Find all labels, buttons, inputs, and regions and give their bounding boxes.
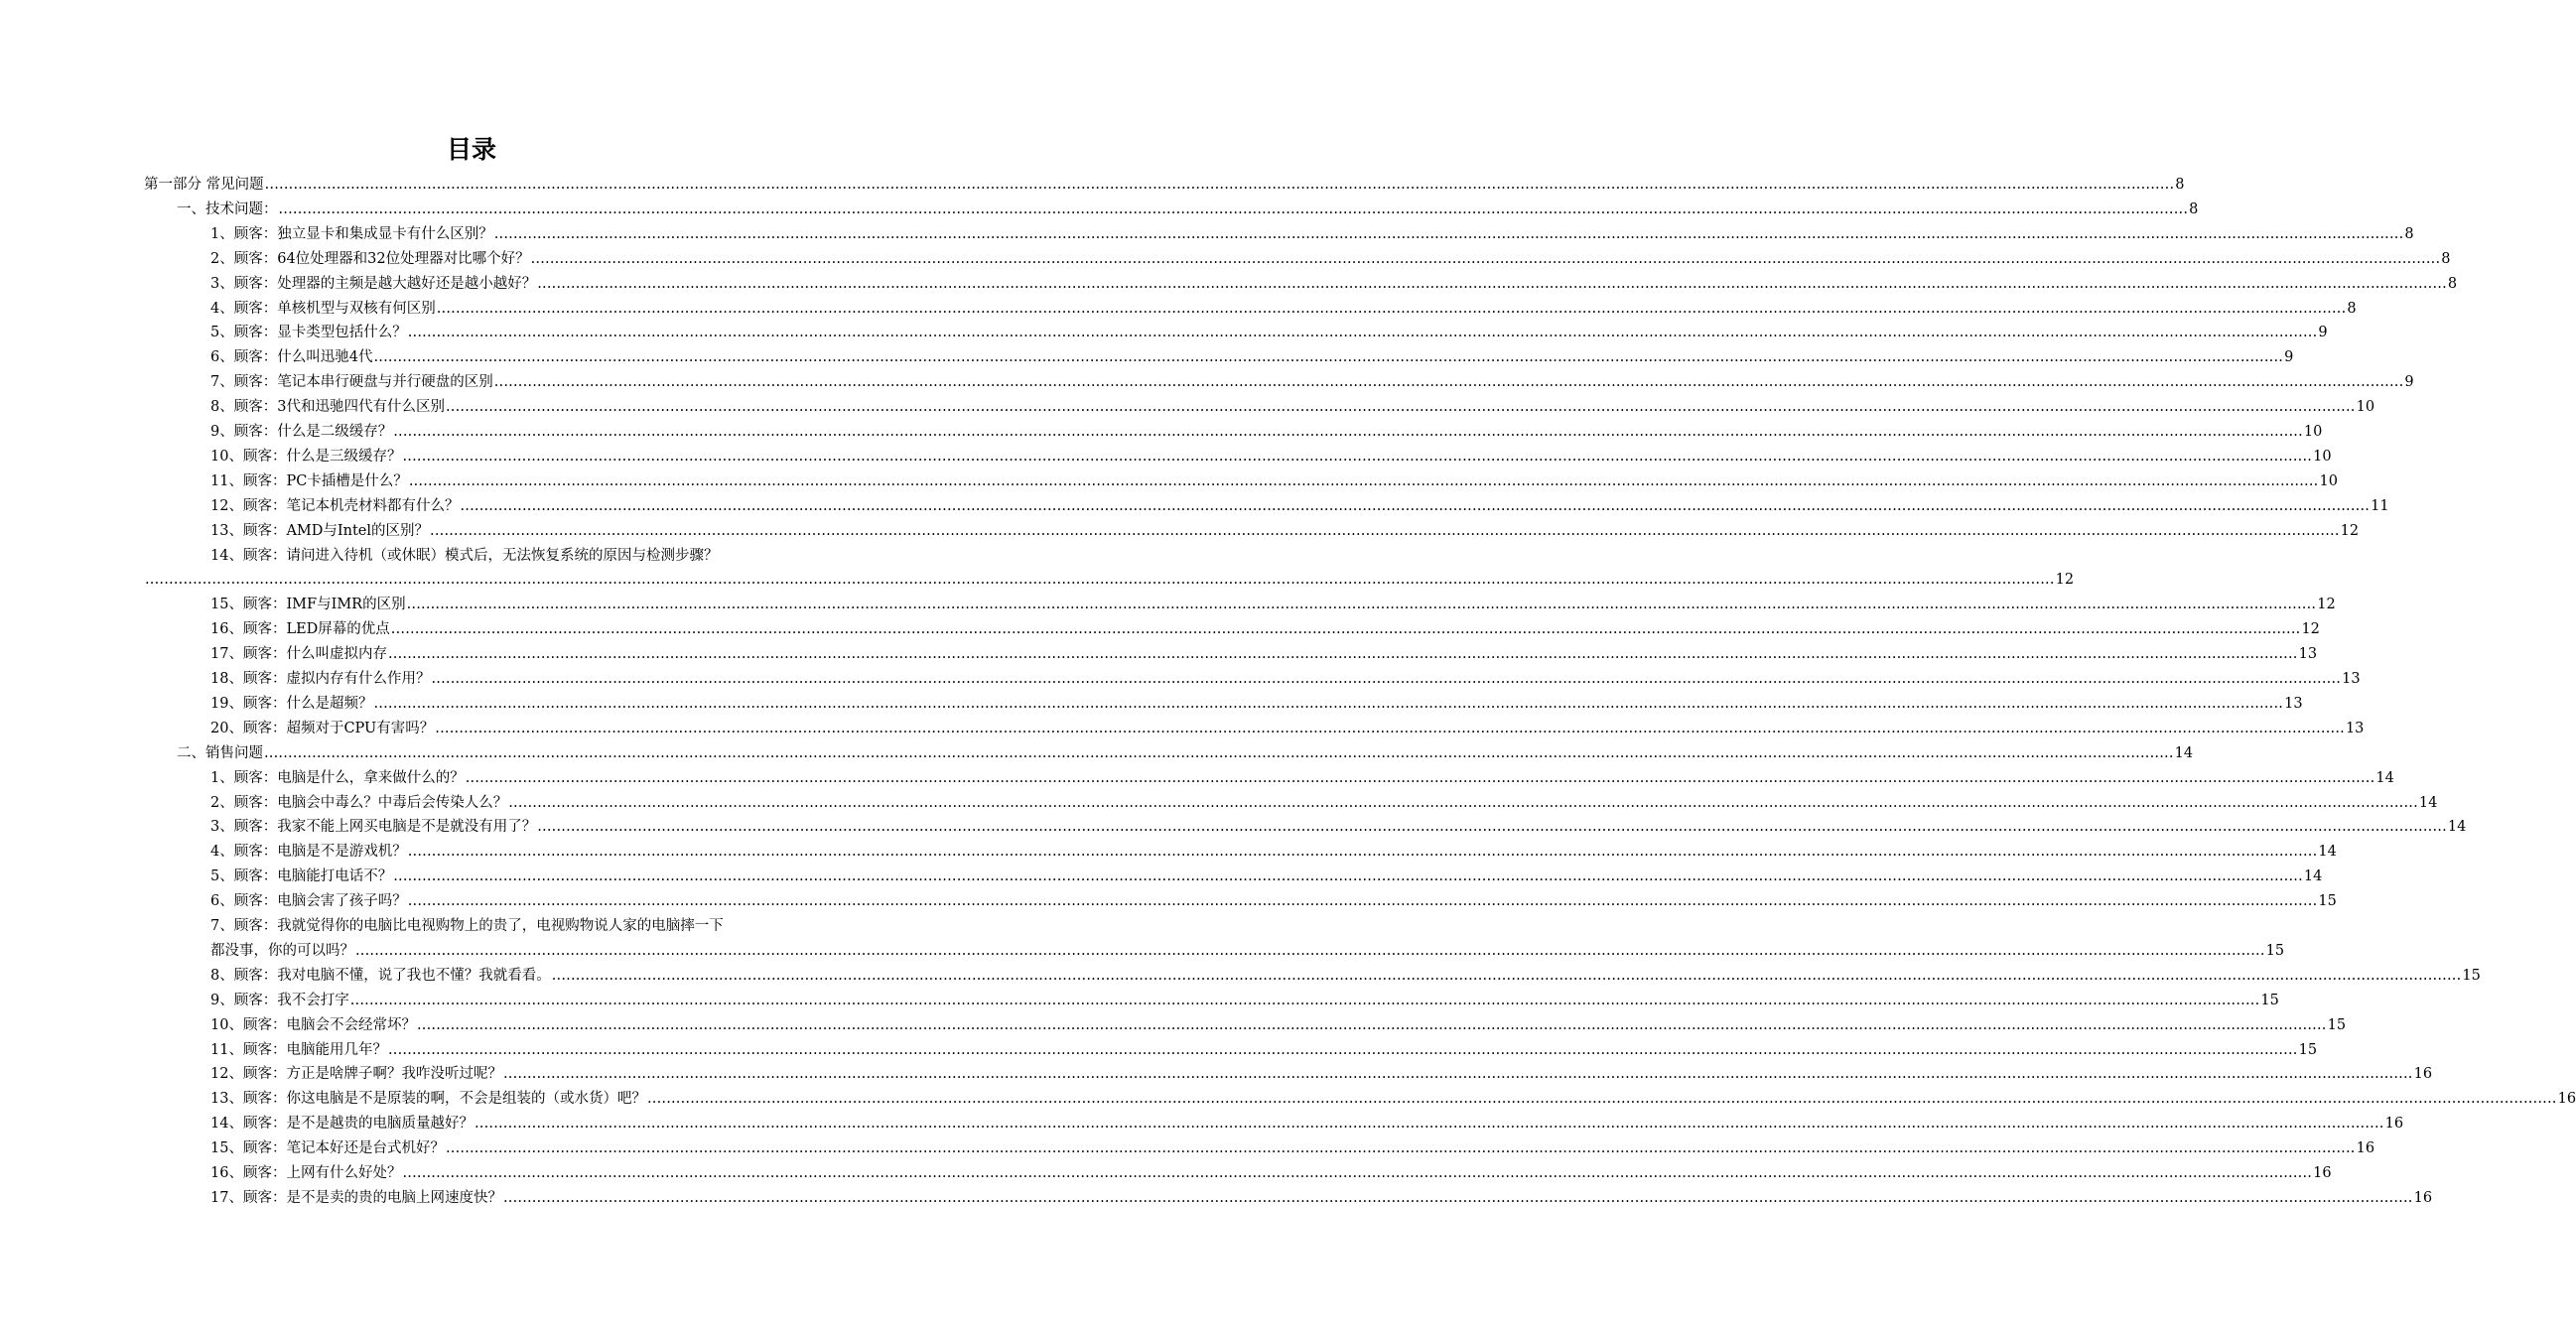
toc-page-number: 13: [2284, 695, 2303, 712]
toc-leader-dots: ................................................................................................................................................................................................................................................................................................................................................................................................................: [537, 819, 2447, 836]
toc-entry[interactable]: [210, 223, 2414, 245]
toc-leader-dots: ................................................................................................................................................................................................................................................................................................................................................................................................................: [373, 349, 2284, 366]
toc-entry-text: 9、顾客：什么是二级缓存？: [210, 424, 393, 440]
toc-entry[interactable]: [210, 940, 2285, 962]
toc-leader-dots: ................................................................................................................................................................................................................................................................................................................................................................................................................: [508, 794, 2418, 811]
toc-page-number: 15: [2298, 1041, 2318, 1058]
toc-entry[interactable]: [210, 594, 2336, 615]
toc-entry[interactable]: [177, 199, 2199, 220]
toc-page-number: 15: [2318, 893, 2337, 910]
toc-leader-dots: ................................................................................................................................................................................................................................................................................................................................................................................................................: [145, 572, 2055, 589]
toc-entry[interactable]: [210, 965, 2481, 987]
toc-entry-text: 12、顾客：方正是啥牌子啊？我咋没听过呢？: [210, 1066, 502, 1083]
toc-entry-text: 10、顾客：电脑会不会经常坏？: [210, 1016, 416, 1033]
toc-entry-text: 10、顾客：什么是三级缓存？: [210, 448, 402, 465]
toc-entry-text: 5、顾客：电脑能打电话不？: [210, 868, 393, 885]
toc-entry-text: 1、顾客：电脑是什么，拿来做什么的？: [210, 769, 465, 786]
toc-entry[interactable]: [210, 866, 2323, 887]
toc-entry-text: 3、顾客：处理器的主频是越大越好还是越小越好？: [210, 275, 537, 292]
toc-entry[interactable]: [210, 1088, 2576, 1110]
toc-page-number: 14: [2418, 794, 2438, 811]
toc-entry-text: 6、顾客：什么叫迅驰4代: [210, 349, 373, 366]
toc-entry[interactable]: [210, 693, 2303, 715]
toc-entry-text: 20、顾客：超频对于CPU有害吗？: [210, 720, 435, 736]
toc-leader-dots: ................................................................................................................................................................................................................................................................................................................................................................................................................: [430, 522, 2340, 539]
toc-page-number: 8: [2441, 250, 2451, 267]
toc-leader-dots: ................................................................................................................................................................................................................................................................................................................................................................................................................: [445, 399, 2356, 416]
toc-entry-text: 7、顾客：笔记本串行硬盘与并行硬盘的区别: [210, 374, 493, 391]
toc-entry-text: 11、顾客：电脑能用几年？: [210, 1041, 387, 1058]
toc-leader-dots: ................................................................................................................................................................................................................................................................................................................................................................................................................: [387, 1041, 2298, 1058]
toc-page-number: 14: [2318, 844, 2337, 861]
toc-entry[interactable]: [210, 520, 2360, 542]
toc-entry-text: 14、顾客：是不是越贵的电脑质量越好？: [210, 1116, 474, 1133]
toc-page-number: 14: [2174, 744, 2194, 761]
toc-entry[interactable]: [210, 1113, 2404, 1134]
toc-entry-text: 4、顾客：电脑是不是游戏机？: [210, 844, 407, 861]
toc-entry-text: 8、顾客：3代和迅驰四代有什么区别: [210, 399, 445, 416]
toc-leader-dots: ................................................................................................................................................................................................................................................................................................................................................................................................................: [530, 250, 2441, 267]
toc-leader-dots: ................................................................................................................................................................................................................................................................................................................................................................................................................: [436, 300, 2347, 317]
toc-entry-text: 6、顾客：电脑会害了孩子吗？: [210, 893, 407, 910]
toc-leader-dots: ................................................................................................................................................................................................................................................................................................................................................................................................................: [387, 646, 2298, 663]
toc-entry[interactable]: [210, 618, 2320, 640]
toc-entry[interactable]: [210, 1137, 2375, 1159]
toc-leader-dots: ................................................................................................................................................................................................................................................................................................................................................................................................................: [537, 275, 2447, 292]
toc-entry-text: 15、顾客：IMF与IMR的区别: [210, 597, 406, 613]
toc-entry[interactable]: [210, 1014, 2347, 1036]
toc-leader-dots: ................................................................................................................................................................................................................................................................................................................................................................................................................: [349, 992, 2260, 1008]
toc-entry-text: 1、顾客：独立显卡和集成显卡有什么区别？: [210, 225, 493, 242]
toc-page-number: 15: [2260, 992, 2279, 1008]
toc-leader-dots: ................................................................................................................................................................................................................................................................................................................................................................................................................: [408, 472, 2319, 489]
toc-entry-text: 3、顾客：我家不能上网买电脑是不是就没有用了？: [210, 819, 537, 836]
toc-entry-text: 17、顾客：什么叫虚拟内存: [210, 646, 387, 663]
toc-entry[interactable]: [210, 1063, 2433, 1085]
toc-entry-text: 4、顾客：单核机型与双核有何区别: [210, 300, 436, 317]
toc-entry[interactable]: [210, 248, 2451, 270]
toc-page-number: 12: [2055, 572, 2075, 589]
toc-page-number: 8: [2175, 177, 2185, 193]
toc-leader-dots: ................................................................................................................................................................................................................................................................................................................................................................................................................: [551, 967, 2462, 984]
toc-entry-text: 18、顾客：虚拟内存有什么作用？: [210, 671, 431, 687]
toc-page-number: 15: [2327, 1016, 2347, 1033]
toc-entry-text: 13、顾客：AMD与Intel的区别？: [210, 522, 430, 539]
toc-entry[interactable]: [210, 371, 2414, 393]
toc-entry-text: 2、顾客：64位处理器和32位处理器对比哪个好？: [210, 250, 530, 267]
toc-entry-text: 12、顾客：笔记本机壳材料都有什么？: [210, 497, 460, 514]
toc-leader-dots: ................................................................................................................................................................................................................................................................................................................................................................................................................: [416, 1016, 2327, 1033]
toc-leader-dots: ................................................................................................................................................................................................................................................................................................................................................................................................................: [474, 1116, 2384, 1133]
toc-page-number: 12: [2340, 522, 2360, 539]
toc-page-number: 13: [2298, 646, 2318, 663]
toc-entry[interactable]: [210, 990, 2279, 1011]
toc-leader-dots: ................................................................................................................................................................................................................................................................................................................................................................................................................: [435, 720, 2345, 736]
toc-entry[interactable]: [210, 298, 2357, 320]
toc-leader-dots: ................................................................................................................................................................................................................................................................................................................................................................................................................: [502, 1189, 2413, 1206]
toc-leader-dots: ................................................................................................................................................................................................................................................................................................................................................................................................................: [355, 942, 2265, 959]
toc-page-number: 9: [2318, 325, 2328, 341]
toc-entry-text: 11、顾客：PC卡插槽是什么？: [210, 472, 408, 489]
toc-entry-text: 9、顾客：我不会打字: [210, 992, 349, 1008]
toc-entry[interactable]: [210, 446, 2332, 467]
toc-entry[interactable]: [210, 1187, 2433, 1209]
toc-entry-text: 15、顾客：笔记本好还是台式机好？: [210, 1140, 445, 1157]
toc-page-number: 16: [2413, 1066, 2433, 1083]
toc-page-number: 8: [2189, 200, 2199, 217]
toc-entry[interactable]: [210, 470, 2338, 492]
toc-leader-dots: ................................................................................................................................................................................................................................................................................................................................................................................................................: [493, 225, 2404, 242]
toc-page-number: 14: [2375, 769, 2394, 786]
toc-leader-dots: ................................................................................................................................................................................................................................................................................................................................................................................................................: [264, 177, 2175, 193]
toc-leader-dots: ................................................................................................................................................................................................................................................................................................................................................................................................................: [407, 844, 2318, 861]
toc-entry[interactable]: [210, 643, 2318, 665]
toc-entry-text: 13、顾客：你这电脑是不是原装的啊，不会是组装的（或水货）吧？: [210, 1091, 646, 1108]
toc-page-number: 10: [2319, 472, 2338, 489]
toc-leader-dots: ................................................................................................................................................................................................................................................................................................................................................................................................................: [431, 671, 2342, 687]
toc-leader-dots: ................................................................................................................................................................................................................................................................................................................................................................................................................: [390, 621, 2301, 638]
toc-page-number: 10: [2313, 448, 2332, 465]
toc-entry-text: 一、技术问题：: [177, 200, 278, 217]
toc-page-number: 9: [2284, 349, 2294, 366]
toc-leader-dots: ................................................................................................................................................................................................................................................................................................................................................................................................................: [502, 1066, 2413, 1083]
toc-entry[interactable]: [210, 1162, 2332, 1184]
toc-page-number: 13: [2342, 671, 2361, 687]
toc-page-number: 10: [2303, 424, 2323, 440]
toc-page-number: 9: [2404, 374, 2414, 391]
toc-page-number: 12: [2317, 597, 2336, 613]
toc-entry[interactable]: [210, 841, 2337, 863]
toc-page-number: 15: [2265, 942, 2285, 959]
toc-leader-dots: ................................................................................................................................................................................................................................................................................................................................................................................................................: [393, 424, 2303, 440]
toc-leader-dots: ................................................................................................................................................................................................................................................................................................................................................................................................................: [460, 497, 2371, 514]
toc-entry-line[interactable]: 14、顾客：请问进入待机（或休眠）模式后，无法恢复系统的原因与检测步骤？: [210, 547, 719, 564]
toc-entry[interactable]: [144, 569, 2075, 591]
toc-entry-line[interactable]: 7、顾客：我就觉得你的电脑比电视购物上的贵了，电视购物说人家的电脑摔一下: [210, 918, 724, 934]
toc-page-number: 16: [2356, 1140, 2375, 1157]
toc-entry[interactable]: [210, 1039, 2318, 1061]
toc-entry-text: 5、顾客：显卡类型包括什么？: [210, 325, 407, 341]
toc-page-number: 10: [2356, 399, 2375, 416]
toc-entry[interactable]: [210, 396, 2375, 418]
toc-page-number: 14: [2303, 868, 2323, 885]
toc-page-number: 16: [2384, 1116, 2404, 1133]
toc-entry-text: 8、顾客：我对电脑不懂，说了我也不懂？我就看看。: [210, 967, 551, 984]
toc-entry-text: 16、顾客：LED屏幕的优点: [210, 621, 390, 638]
toc-leader-dots: ................................................................................................................................................................................................................................................................................................................................................................................................................: [646, 1091, 2557, 1108]
toc-page-number: 8: [2404, 225, 2414, 242]
toc-page-number: 15: [2462, 967, 2481, 984]
toc-leader-dots: ................................................................................................................................................................................................................................................................................................................................................................................................................: [445, 1140, 2356, 1157]
toc-entry-text: 都没事，你的可以吗？: [210, 942, 354, 959]
toc-leader-dots: ................................................................................................................................................................................................................................................................................................................................................................................................................: [407, 893, 2318, 910]
toc-leader-dots: ................................................................................................................................................................................................................................................................................................................................................................................................................: [406, 597, 2317, 613]
toc-leader-dots: ................................................................................................................................................................................................................................................................................................................................................................................................................: [402, 448, 2313, 465]
toc-page-number: 8: [2347, 300, 2357, 317]
toc-entry[interactable]: [210, 767, 2394, 789]
toc-entry-text: 第一部分 常见问题: [144, 177, 264, 193]
toc-entry[interactable]: [210, 668, 2361, 690]
toc-entry-text: 2、顾客：电脑会中毒么？中毒后会传染人么？: [210, 794, 508, 811]
toc-leader-dots: ................................................................................................................................................................................................................................................................................................................................................................................................................: [465, 769, 2375, 786]
toc-leader-dots: ................................................................................................................................................................................................................................................................................................................................................................................................................: [407, 325, 2318, 341]
toc-leader-dots: ................................................................................................................................................................................................................................................................................................................................................................................................................: [393, 868, 2303, 885]
page-title: 目录: [446, 135, 496, 164]
toc-leader-dots: ................................................................................................................................................................................................................................................................................................................................................................................................................: [278, 200, 2189, 217]
toc-leader-dots: ................................................................................................................................................................................................................................................................................................................................................................................................................: [373, 695, 2284, 712]
toc-entry[interactable]: [210, 322, 2328, 343]
toc-page-number: 8: [2447, 275, 2458, 292]
toc-page-number: 11: [2371, 497, 2389, 514]
toc-entry[interactable]: [210, 346, 2294, 368]
toc-entry-text: 17、顾客：是不是卖的贵的电脑上网速度快？: [210, 1189, 502, 1206]
toc-page-number: 16: [2557, 1091, 2576, 1108]
toc-entry[interactable]: [210, 495, 2389, 517]
toc-entry[interactable]: [210, 792, 2438, 814]
toc-entry[interactable]: [144, 174, 2185, 196]
toc-page-number: 16: [2313, 1165, 2332, 1181]
toc-page-number: 13: [2345, 720, 2365, 736]
toc-leader-dots: ................................................................................................................................................................................................................................................................................................................................................................................................................: [264, 744, 2174, 761]
toc-page-number: 14: [2447, 819, 2467, 836]
toc-entry[interactable]: [210, 816, 2467, 838]
toc-entry[interactable]: [210, 718, 2365, 739]
toc-page-number: 16: [2413, 1189, 2433, 1206]
toc-entry[interactable]: [210, 421, 2323, 443]
toc-entry[interactable]: [177, 742, 2194, 764]
toc-entry-text: 19、顾客：什么是超频？: [210, 695, 373, 712]
toc-page-number: 12: [2301, 621, 2320, 638]
toc-leader-dots: ................................................................................................................................................................................................................................................................................................................................................................................................................: [402, 1165, 2313, 1181]
toc-leader-dots: ................................................................................................................................................................................................................................................................................................................................................................................................................: [493, 374, 2404, 391]
toc-entry[interactable]: [210, 890, 2337, 912]
toc-entry-text: 二、销售问题: [177, 744, 263, 761]
toc-entry-text: 16、顾客：上网有什么好处？: [210, 1165, 402, 1181]
toc-entry[interactable]: [210, 273, 2458, 295]
